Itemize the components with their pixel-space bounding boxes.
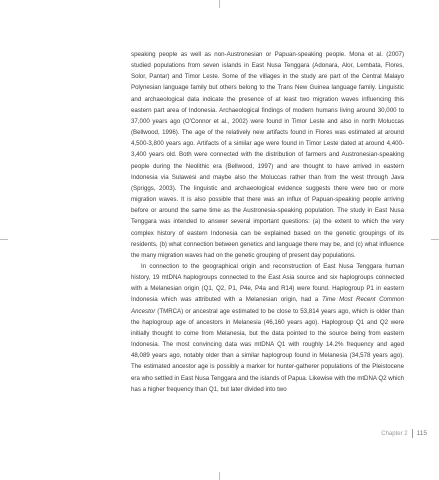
page-footer [381,429,427,438]
chapter-label: Chapter 2 [381,430,408,437]
crop-mark [219,0,220,8]
footer-divider [412,429,413,438]
paragraph-2: In connection to the geographical origin and reconstruction of East Nusa Tenggara human history, 19 mtDNA haplogroups connected to the East Asia source and six haplogroups connected with a Melanesian origin (Q1, Q2, P1, P4e, P4a and R14) were found. Haplogroup P1 in eastern Indonesia which was attributed with a Melanesian origin, had a Time Most Recent Common Ancestor (TMRCA) or ancestral age estimated to be close to 53,814 years ago, which is older than the haplogroup age of ancestors in Melanesia (46,160 years ago). Haplogroup Q1 and Q2 were initially thought to come from Melanesia, but the data pointed to the source being from eastern Indonesia. The most convincing data was mtDNA Q1 with roughly 14.2% frequency and aged 48,089 years ago, notably older than a similar haplogroup found in Melanesia (34,578 years ago). The estimated ancestor age is possibly a marker for hunter-gatherer populations of the Pleistocene era who settled in East Nusa Tenggara and the islands of Papua. Likewise with the mtDNA Q2 which has a higher frequency than Q1, but later divided into two [131,262,404,393]
tmrca-term: Time Most Recent Common Ancestor [131,296,404,315]
paragraph-1: speaking people as well as non-Austronesian or Papuan-speaking people. Mona et al. (2007) studied populations from seven islands in East Nusa Tenggara (Adonara, Alor, Lembata, Flores, Solor, Pantar) and Timor Leste. Some of the villages in the study are part of the Central Malayo Polynesian language family but others belong to the Trans New Guinea language family. Linguistic and archaeological data indicate the presence of at least two migration waves influencing this eastern part area of Indonesia. Archaeological findings of modern humans living around 30,000 to 37,000 years ago (O'Connor et al., 2002) were found in Timor Leste and also in north Moluccas (Bellwood, 1996). The age of the relatively new artifacts found in Flores was estimated at around 4,500-3,800 years ago. Artifacts of a similar age were found in Timor Leste dated at around 4,400-3,400 years old. Both were connected with the distribution of farmers and Austronesian-speaking people during the Neolithic era (Bellwood, 1997) and are thought to have arrived in eastern Indonesia via Sulawesi and maybe also the Moluccas rather than from the west through Java (Spriggs, 2003). The linguistic and archaeological evidence suggests there were two or more migration waves. It is also possible that there was an influx of Papuan-speaking people arriving before or around the same time as the Austronesia-speaking population. The study in East Nusa Tenggara was intended to answer several important questions: (a) the extent to which the very complex history of eastern Indonesia can be explained based on the genetic groupings of its residents, (b) what connection between genetics and language there may be, and (c) what influence the many migration waves had on the genetic grouping of present day populations. [131,51,404,259]
page-number: 115 [416,430,427,437]
crop-mark [431,239,439,240]
crop-mark [219,472,220,480]
body-text [131,49,404,395]
crop-mark [0,239,8,240]
